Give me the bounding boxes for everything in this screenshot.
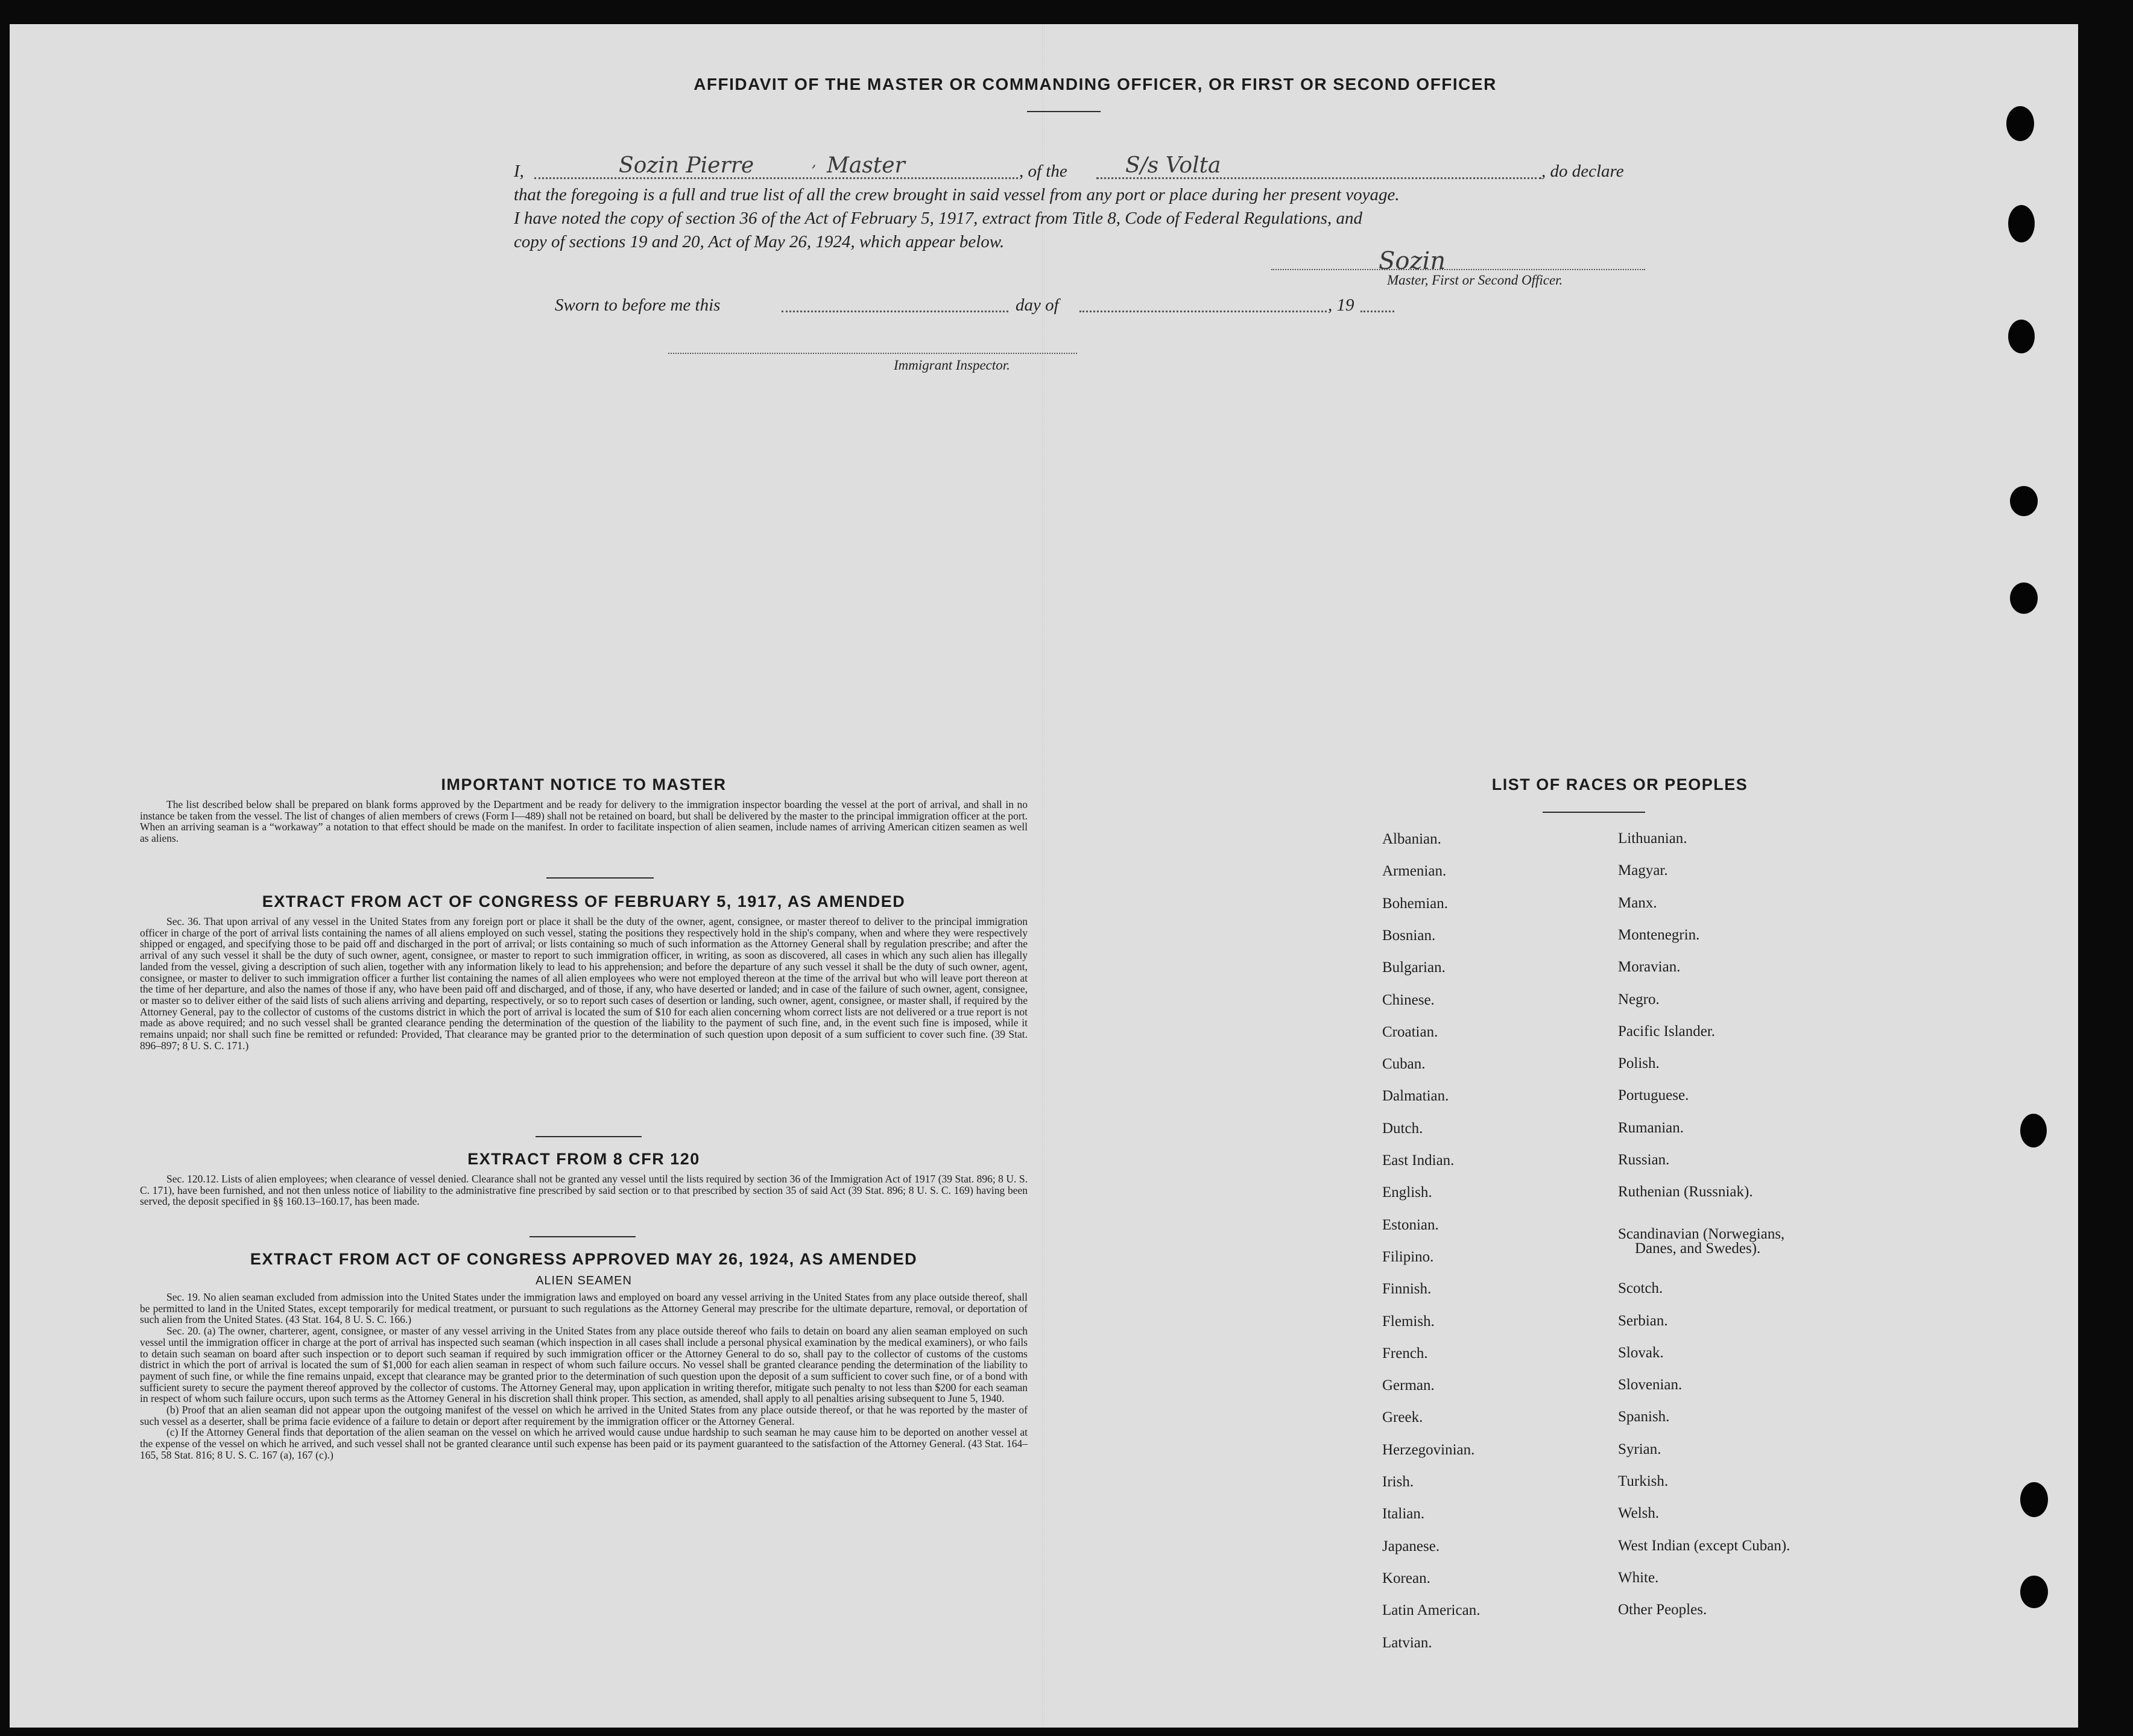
race-item: Lithuanian. <box>1618 830 1687 847</box>
year-label: , 19 <box>1328 295 1354 315</box>
extract-1917-text <box>140 916 1028 1051</box>
sec-36-paragraph: Sec. 36. That upon arrival of any vessel in the United States from any foreign port or place it shall be the duty of the owner, agent, consignee, or master thereof to deliver to the principal immigration officer in charge of the port of arrival lists containing the names of all aliens employed on such vessel, stating the positions they respectively hold in the ship's company, when and where they were respectively shipped or engaged, and specifying those to be paid off and discharged in the port of arrival; or lists containing so much of such information as the Attorney General shall by regulation prescribe; and after the arrival of any such vessel it shall be the duty of such owner, agent, consignee, or master to report to such immigration officer, in writing, as soon as discovered, all cases in which any such alien has illegally landed from the vessel, giving a description of such alien, together with any information likely to lead to his apprehension; and before the departure of any such vessel it shall be the duty of such owner, agent, consignee, or master to deliver to such immigration officer a further list containing the names of all alien employees who were not employed thereon at the time of the arrival but who will leave port thereon at the time of her departure, and also the names of those if any, who have been paid off and discharged, and of those, if any, who have deserted or landed; and in case of the failure of such owner, agent, consignee, or master so to deliver either of the said lists of such aliens arriving and departing, respectively, or so to report such cases of desertion or landing, such owner, agent, consignee, or master shall, if required by the Attorney General, pay to the collector of customs of the customs district in which the port of arrival is located the sum of $10 for each alien concerning whom correct lists are not delivered or a true report is not made as above required; and no such vessel shall be granted clearance pending the determination of the question of the liability to the payment of such fine, and, in the event such fine is imposed, while it remains unpaid; nor shall such fine be remitted or refunded: Provided, That clearance may be granted prior to the determination of such question upon deposit of a sum sufficient to cover such fine. (39 Stat. 896–897; 8 U. S. C. 171.) <box>140 915 1028 1052</box>
notice-text <box>140 799 1028 844</box>
race-item: English. <box>1382 1184 1432 1201</box>
race-item: Danes, and Swedes). <box>1635 1240 1761 1257</box>
master-signature: Sozin <box>1379 247 1446 275</box>
document-page <box>10 24 2078 1728</box>
extract-1924-title: EXTRACT FROM ACT OF CONGRESS APPROVED MAY 26, 1924, AS AMENDED <box>250 1250 918 1268</box>
races-title: LIST OF RACES OR PEOPLES <box>1491 775 1748 794</box>
race-item: Albanian. <box>1382 831 1441 847</box>
race-item: Russian. <box>1618 1152 1670 1168</box>
race-item: Negro. <box>1618 991 1660 1008</box>
race-item: Moravian. <box>1618 959 1681 975</box>
rule-3 <box>529 1236 636 1237</box>
race-item: Croatian. <box>1382 1024 1438 1040</box>
handwritten-name: Sozin Pierre <box>619 153 754 178</box>
race-item: Welsh. <box>1618 1505 1660 1521</box>
binder-hole <box>2010 486 2038 516</box>
race-item: Scotch. <box>1618 1280 1663 1296</box>
race-item: French. <box>1382 1345 1428 1362</box>
extract-1924-text <box>140 1292 1028 1461</box>
binder-hole <box>2020 1114 2047 1147</box>
race-item: West Indian (except Cuban). <box>1618 1538 1790 1554</box>
of-the-label: , of the <box>1019 162 1067 181</box>
race-item: Manx. <box>1618 895 1657 911</box>
race-item: Turkish. <box>1618 1473 1669 1489</box>
day-of-label: day of <box>1016 295 1059 315</box>
rule-2 <box>536 1136 642 1137</box>
race-item: East Indian. <box>1382 1152 1455 1169</box>
race-item: Slovak. <box>1618 1345 1664 1361</box>
notice-title: IMPORTANT NOTICE TO MASTER <box>441 775 727 794</box>
handwritten-rank: Master <box>827 153 905 178</box>
inspector-caption: Immigrant Inspector. <box>894 358 1010 373</box>
alien-seamen-subtitle: ALIEN SEAMEN <box>536 1274 632 1287</box>
binder-hole <box>2006 106 2034 141</box>
signature-line <box>1271 269 1645 270</box>
race-item: Irish. <box>1382 1474 1414 1490</box>
rule-1 <box>546 877 654 879</box>
race-item: Bosnian. <box>1382 927 1436 944</box>
race-item: Scandinavian (Norwegians, <box>1618 1226 1785 1242</box>
sworn-label: Sworn to before me this <box>555 295 721 315</box>
sworn-year-line <box>1360 311 1394 312</box>
race-item: Rumanian. <box>1618 1120 1684 1136</box>
race-item: Bulgarian. <box>1382 959 1446 976</box>
race-item: Ruthenian (Russniak). <box>1618 1184 1753 1200</box>
race-item: Estonian. <box>1382 1217 1439 1233</box>
race-item: Montenegrin. <box>1618 927 1700 943</box>
i-label: I, <box>514 162 524 181</box>
sec-120-paragraph: Sec. 120.12. Lists of alien employees; when clearance of vessel denied. Clearance shall not be granted any vessel until the lists required by section 36 of the Immigration Act of 1917 (39 Stat. 896; 8 U. S. C. 171), have been furnished, and not then unless notice of liability to the administrative fine prescribed by said section or to that prescribed by section 35 of said Act (39 Stat. 896; 8 U. S. C. 169) having been served, the deposit specified in §§ 160.13–160.17, has been made. <box>140 1173 1028 1208</box>
notice-paragraph: The list described below shall be prepared on blank forms approved by the Department and be ready for delivery to the immigration inspector boarding the vessel at the port of arrival, and shall in no instance be taken from the vessel. The list of changes of alien members of crews (Form I—489) shall not be retained on board, but shall be delivered by the master to the principal immigration officer at the port. When an arriving seaman is a “workaway” a notation to that effect should be made on the manifest. In order to facilitate inspection of alien seamen, include names of arriving American citizen seamen as well as aliens. <box>140 798 1028 845</box>
race-item: White. <box>1618 1570 1659 1586</box>
race-item: Flemish. <box>1382 1313 1435 1330</box>
race-item: Latin American. <box>1382 1602 1480 1618</box>
race-item: Herzegovinian. <box>1382 1442 1475 1458</box>
race-item: Serbian. <box>1618 1313 1668 1329</box>
race-item: Filipino. <box>1382 1249 1434 1265</box>
sworn-month-line <box>1079 311 1327 312</box>
extract-cfr-title: EXTRACT FROM 8 CFR 120 <box>467 1150 700 1168</box>
extract-1917-title: EXTRACT FROM ACT OF CONGRESS OF FEBRUARY 5, 1917, AS AMENDED <box>262 892 906 911</box>
race-item: Slovenian. <box>1618 1377 1683 1393</box>
binder-hole <box>2020 1576 2048 1608</box>
do-declare: , do declare <box>1541 162 1624 181</box>
race-item: Magyar. <box>1618 862 1668 879</box>
race-item: Bohemian. <box>1382 895 1449 912</box>
race-item: Portuguese. <box>1618 1087 1689 1103</box>
inspector-line <box>668 353 1077 354</box>
affidavit-title: AFFIDAVIT OF THE MASTER OR COMMANDING OFFICER, OR FIRST OR SECOND OFFICER <box>694 75 1497 93</box>
race-item: Dutch. <box>1382 1120 1423 1137</box>
race-item: Chinese. <box>1382 992 1435 1008</box>
race-item: Greek. <box>1382 1409 1423 1425</box>
sec-20a-paragraph: Sec. 20. (a) The owner, charterer, agent, consignee, or master of any vessel arriving in the United States from any place outside thereof who fails to detain on board any alien seaman employed on such vessel until the immigration officer in charge at the port of arrival has inspected such seaman (which inspection in all cases shall include a personal physical examination by the medical examiners), or who fails to detain such seaman on board after such inspection or to deport such seaman if required by such immigration officer or the Attorney General to do so, shall pay to the collector of customs of the customs district in which the port of arrival is located the sum of $1,000 for each alien seaman in respect of whom such failure occurs. No vessel shall be granted clearance pending the determination of the liability to payment of such fine, or while the fine remains unpaid, except that clearance may be granted prior to the determination of such question upon the deposit of a sum sufficient to cover such fine, or of a bond with sufficient surety to secure the payment thereof approved by the collector of customs. The Attorney General may, upon application in writing therefor, mitigate such penalty to not less than $200 for each seaman in respect of whom such failure occurs, upon such terms as the Attorney General in his discretion shall think proper. This section, as amended, shall apply to all penalties arising subsequent to June 5, 1940. <box>140 1325 1028 1405</box>
race-item: Polish. <box>1618 1055 1660 1072</box>
binder-hole <box>2008 205 2035 242</box>
sec-19-paragraph: Sec. 19. No alien seaman excluded from admission into the United States under the immigration laws and employed on board any vessel arriving in the United States from any place outside thereof, shall be permitted to land in the United States, except temporarily for medical treatment, or pursuant to such regulations as the Attorney General may prescribe for the ultimate departure, removal, or deportation of such alien from the United States. (43 Stat. 164, 8 U. S. C. 166.) <box>140 1291 1028 1326</box>
comma: , <box>812 153 817 170</box>
title-rule <box>1027 111 1101 112</box>
race-item: Cuban. <box>1382 1056 1426 1072</box>
handwritten-vessel: S/s Volta <box>1125 153 1221 178</box>
race-item: Latvian. <box>1382 1635 1432 1651</box>
page-fold <box>1042 24 1044 1728</box>
affidavit-line-2: that the foregoing is a full and true list of all the crew brought in said vessel from any port or place during her present voyage. <box>514 185 1400 204</box>
name-line <box>534 177 1018 179</box>
race-item: German. <box>1382 1377 1435 1394</box>
race-item: Spanish. <box>1618 1409 1670 1425</box>
race-item: Korean. <box>1382 1570 1430 1586</box>
race-item: Finnish. <box>1382 1281 1432 1297</box>
sworn-day-line <box>782 311 1008 312</box>
affidavit-line-4: copy of sections 19 and 20, Act of May 26, 1924, which appear below. <box>514 232 1005 251</box>
races-rule <box>1543 812 1645 813</box>
race-item: Dalmatian. <box>1382 1088 1449 1104</box>
sec-20b-paragraph: (b) Proof that an alien seaman did not appear upon the outgoing manifest of the vessel on which he arrived in the United States from any place outside thereof, or that he was reported by the master of such vessel as a deserter, shall be prima facie evidence of a failure to detain or deport after requirement by the immigration officer or the Attorney General. <box>140 1404 1028 1427</box>
binder-hole <box>2010 582 2038 614</box>
extract-cfr-text <box>140 1173 1028 1207</box>
race-item: Armenian. <box>1382 863 1447 879</box>
race-item: Other Peoples. <box>1618 1602 1707 1618</box>
affidavit-line-3: I have noted the copy of section 36 of the Act of February 5, 1917, extract from Title 8, Code of Federal Regulations, and <box>514 209 1363 228</box>
race-item: Pacific Islander. <box>1618 1023 1716 1040</box>
race-item: Italian. <box>1382 1506 1425 1522</box>
sec-20c-paragraph: (c) If the Attorney General finds that deportation of the alien seaman on the vessel on which he arrived would cause undue hardship to such seaman he may cause him to be deported on another vessel at the expense of the vessel on which he arrived, and such vessel shall not be granted clearance until such expense has been paid or its payment guaranteed to the satisfaction of the Attorney General. (43 Stat. 164–165, 58 Stat. 816; 8 U. S. C. 167 (a), 167 (c).) <box>140 1426 1028 1461</box>
race-item: Syrian. <box>1618 1441 1661 1457</box>
signature-caption: Master, First or Second Officer. <box>1387 273 1563 288</box>
binder-hole <box>2008 320 2035 353</box>
race-item: Japanese. <box>1382 1538 1440 1555</box>
binder-hole <box>2020 1482 2048 1517</box>
